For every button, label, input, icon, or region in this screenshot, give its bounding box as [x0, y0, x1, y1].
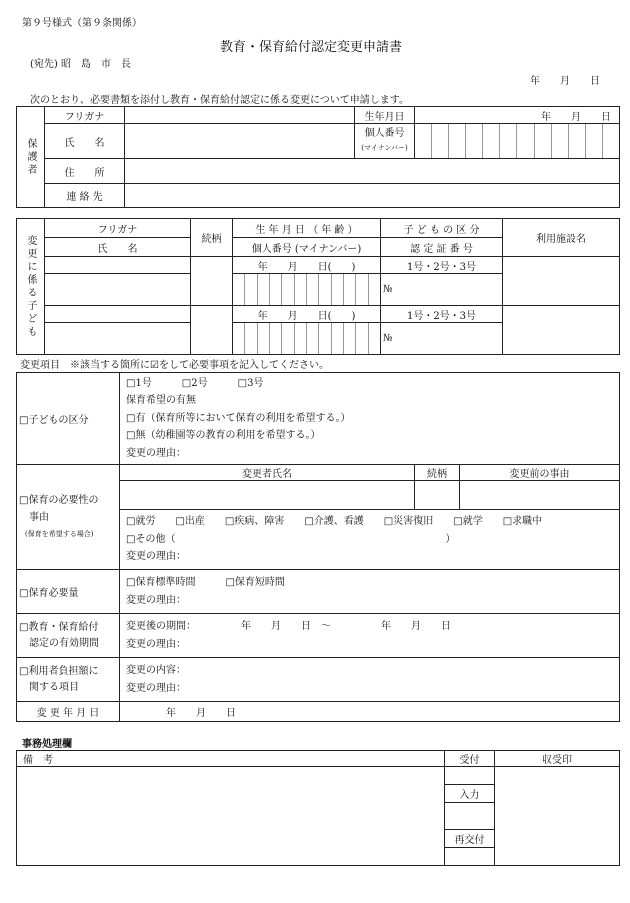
guardian-name-field[interactable] — [125, 124, 355, 159]
child1-class-options[interactable]: 1号・2号・3号 — [381, 257, 503, 274]
guardian-address-label: 住 所 — [45, 159, 125, 184]
child-cert-header: 認 定 証 番 号 — [381, 238, 503, 257]
necessity-relation-field[interactable] — [415, 481, 460, 510]
reissue-field[interactable] — [445, 848, 495, 866]
child-name-header: 氏 名 — [45, 238, 191, 257]
guardian-name-label: 氏 名 — [45, 124, 125, 159]
child1-mynumber-field[interactable] — [233, 274, 381, 306]
received-field[interactable] — [445, 767, 495, 785]
guardian-table — [16, 106, 620, 208]
burden-reason[interactable]: 変更の理由： — [126, 682, 186, 694]
burden-label-2: 関する項目 — [29, 681, 79, 693]
remarks-header: 備 考 — [17, 751, 445, 767]
child-class-header: 子 ど も の 区 分 — [381, 219, 503, 238]
child-furigana-header: フリガナ — [45, 219, 191, 238]
addressee: (宛先) 昭 島 市 長 — [30, 59, 131, 70]
child2-cert-field[interactable]: № — [381, 323, 503, 355]
necessity-name-header: 変更者氏名 — [120, 465, 415, 481]
guardian-mynumber-field[interactable] — [415, 124, 620, 159]
intro-text: 次のとおり、必要書類を添付し教育・保育給付認定に係る変更について申請します。 — [30, 95, 409, 106]
period-label-1: □教育・保育給付 — [19, 621, 99, 633]
burden-content[interactable]: 変更の内容： — [126, 665, 186, 676]
stamp-field[interactable] — [495, 767, 620, 866]
class-options[interactable]: □1号 □2号 □3号 — [126, 377, 264, 389]
guardian-contact-field[interactable] — [125, 184, 620, 208]
necessity-options[interactable]: □就労 □出産 □疾病、障害 □介護、看護 □災害復旧 □就学 □求職中 — [126, 516, 543, 528]
amount-reason[interactable]: 変更の理由： — [126, 594, 186, 606]
necessity-prev-field[interactable] — [460, 481, 620, 510]
child2-facility-field[interactable] — [503, 306, 620, 355]
guardian-address-field[interactable] — [125, 159, 620, 184]
child1-furigana-field[interactable] — [45, 257, 191, 274]
input-field[interactable] — [445, 803, 495, 830]
child-relation-header: 続柄 — [191, 219, 233, 257]
necessity-label-2: 事由 — [29, 511, 49, 523]
input-label: 入力 — [445, 785, 495, 803]
child2-relation-field[interactable] — [191, 306, 233, 355]
guardian-mynumber-label — [355, 124, 415, 159]
period-reason[interactable]: 変更の理由： — [126, 638, 186, 650]
necessity-label-3: (保育を希望する場合) — [25, 529, 94, 538]
office-caption: 事務処理欄 — [22, 739, 72, 750]
item-period-checkbox[interactable] — [17, 614, 120, 658]
necessity-relation-header: 続柄 — [415, 465, 460, 481]
items-caption: 変更項目 ※該当する箇所に☑をして必要事項を記入してください。 — [20, 360, 329, 371]
children-table — [16, 218, 620, 355]
guardian-birth-label: 生年月日 — [355, 107, 415, 124]
child2-mynumber-field[interactable] — [233, 323, 381, 355]
change-items-table — [16, 372, 620, 722]
application-date: 年 月 日 — [530, 76, 600, 87]
form-number: 第９号様式（第９条関係） — [22, 18, 142, 29]
item-amount-checkbox[interactable]: □保育必要量 — [17, 570, 120, 614]
child2-name-field[interactable] — [45, 323, 191, 355]
children-section-label: 変更に係る子ども — [17, 219, 45, 355]
item-necessity-checkbox[interactable] — [17, 465, 120, 570]
burden-label-1: □利用者負担額に — [19, 665, 99, 677]
remarks-field[interactable] — [17, 767, 445, 866]
office-table — [16, 750, 620, 866]
child1-relation-field[interactable] — [191, 257, 233, 306]
child1-name-field[interactable] — [45, 274, 191, 306]
item-burden-checkbox[interactable] — [17, 658, 120, 702]
guardian-birth-field[interactable]: 年 月 日 — [415, 107, 620, 124]
period-after[interactable]: 変更後の期間： 年 月 日 〜 年 月 日 — [126, 621, 451, 632]
necessity-label-1: □保育の必要性の — [19, 494, 99, 506]
child1-cert-field[interactable]: № — [381, 274, 503, 306]
period-label-2: 認定の有効期間 — [29, 637, 99, 649]
guardian-furigana-label: フリガナ — [45, 107, 125, 124]
necessity-other[interactable]: □その他（ ） — [126, 533, 456, 545]
guardian-section-label: 保護者 — [17, 107, 45, 208]
necessity-prev-header: 変更前の事由 — [460, 465, 620, 481]
amount-options[interactable]: □保育標準時間 □保育短時間 — [126, 577, 285, 588]
child1-birth-field[interactable]: 年 月 日( ) — [233, 257, 381, 274]
child2-furigana-field[interactable] — [45, 306, 191, 323]
child-facility-header: 利用施設名 — [503, 219, 620, 257]
change-date-field[interactable]: 年 月 日 — [120, 702, 620, 722]
guardian-furigana-field[interactable] — [125, 107, 355, 124]
guardian-mynumber-text: 個人番号 — [364, 128, 405, 139]
received-header: 受付 — [445, 751, 495, 767]
child1-facility-field[interactable] — [503, 257, 620, 306]
child2-birth-field[interactable]: 年 月 日( ) — [233, 306, 381, 323]
child2-class-options[interactable]: 1号・2号・3号 — [381, 306, 503, 323]
care-wish-no[interactable]: □無（幼稚園等の教育の利用を希望する。） — [126, 430, 321, 442]
child-mynumber-header: 個人番号 (マイナンバー) — [233, 238, 381, 257]
class-reason[interactable]: 変更の理由： — [126, 447, 186, 459]
guardian-mynumber-sub: (マイナンバー) — [361, 144, 408, 152]
stamp-header: 収受印 — [495, 751, 620, 767]
change-date-label: 変 更 年 月 日 — [17, 702, 120, 722]
necessity-name-field[interactable] — [120, 481, 415, 510]
care-wish-yes[interactable]: □有（保育所等において保育の利用を希望する。） — [126, 412, 351, 424]
page-title: 教育・保育給付認定変更申請書 — [220, 40, 403, 55]
care-wish-label: 保育希望の有無 — [126, 395, 196, 407]
child-birth-header: 生 年 月 日 （ 年 齢 ） — [233, 219, 381, 238]
reissue-label: 再交付 — [445, 830, 495, 848]
guardian-contact-label: 連 絡 先 — [45, 184, 125, 208]
item-child-class-checkbox[interactable]: □子どもの区分 — [17, 373, 120, 465]
necessity-reason[interactable]: 変更の理由： — [126, 551, 186, 563]
